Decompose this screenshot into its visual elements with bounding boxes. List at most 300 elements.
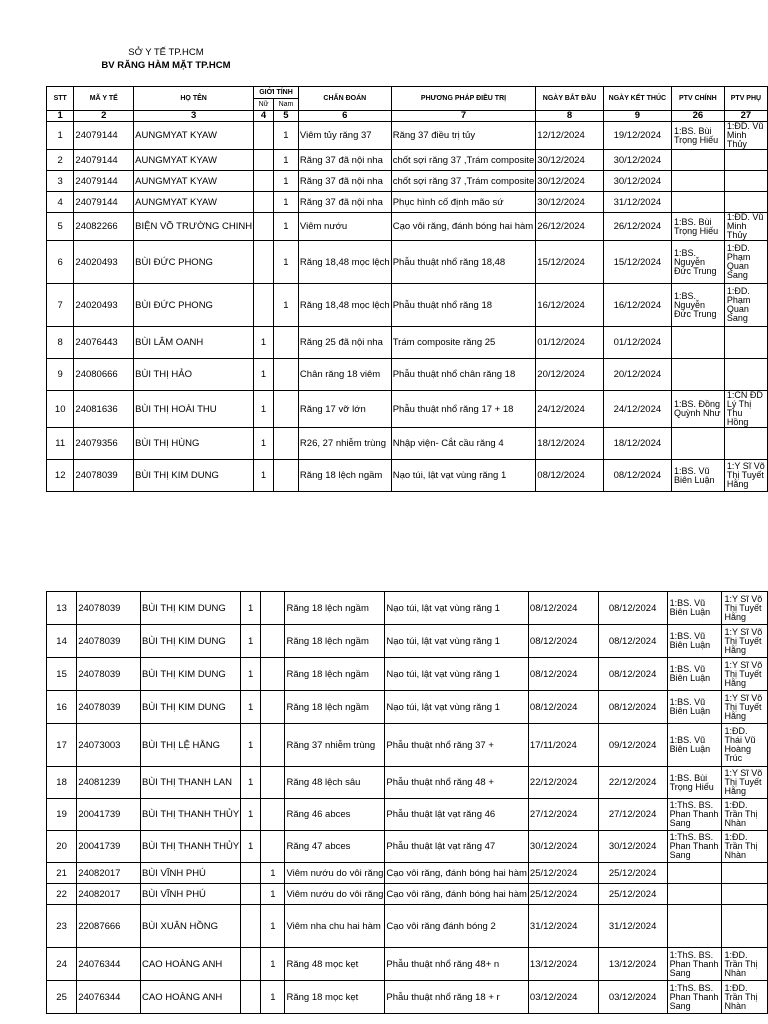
cell-nu: 1 [254,391,274,428]
cell-ptv-phu [722,905,768,948]
cell-ma-y-te: 24078039 [77,658,141,691]
cell-nam: 1 [261,905,285,948]
table-row [47,359,768,391]
cell-nu [254,122,274,150]
cell-ma-y-te: 24081239 [77,767,141,799]
cell-ngay-bat-dau: 01/12/2024 [536,327,604,359]
table-row [47,884,768,905]
cell-ptv-phu [724,150,767,171]
cell-ma-y-te: 24079144 [74,122,134,150]
cell-chan-doan: Răng 46 abces [285,799,385,831]
cell-chan-doan: Răng 25 đã nội nha [298,327,391,359]
cell-stt: 24 [47,948,77,981]
cell-ngay-ket-thuc: 31/12/2024 [598,905,667,948]
table-row [47,150,768,171]
cell-ptv-phu: 1:ĐD. Vũ Minh Thủy [724,213,767,241]
department-title: SỞ Y TẾ TP.HCM [128,47,204,58]
cell-phuong-phap: Phẫu thuật nhổ chân răng 18 [391,359,536,391]
cell-nam [261,658,285,691]
cell-nam: 1 [273,213,298,241]
cell-nu: 1 [254,428,274,460]
col-number: 1 [47,111,74,122]
col-number: 5 [273,111,298,122]
table-row [47,724,768,767]
cell-nu: 1 [254,327,274,359]
cell-ho-ten: BÙI THỊ HOÀI THU [134,391,254,428]
cell-nu: 1 [254,359,274,391]
table-row [47,658,768,691]
cell-ptv-chinh: 1:BS. Nguyễn Đức Trung [671,241,724,284]
cell-ngay-bat-dau: 18/12/2024 [536,428,604,460]
cell-phuong-phap: Nạo túi, lật vạt vùng răng 1 [385,691,529,724]
cell-ptv-chinh: 1:BS. Nguyễn Đức Trung [671,284,724,327]
table-row [47,327,768,359]
cell-ngay-bat-dau: 25/12/2024 [528,884,598,905]
cell-ptv-chinh [671,359,724,391]
cell-ptv-chinh: 1:BS. Vũ Biên Luận [667,625,722,658]
cell-nu: 1 [254,460,274,492]
cell-ngay-bat-dau: 08/12/2024 [528,625,598,658]
column-number-row [47,111,768,122]
cell-chan-doan: Răng 18 lệch ngầm [298,460,391,492]
cell-ptv-chinh: 1:BS. Vũ Biên Luận [667,724,722,767]
cell-ho-ten: BÙI XUÂN HỒNG [141,905,241,948]
cell-ptv-chinh [671,150,724,171]
cell-ptv-chinh: 1:BS. Bùi Trọng Hiếu [671,122,724,150]
cell-stt: 5 [47,213,74,241]
cell-ptv-chinh: 1:BS. Vũ Biên Luận [671,460,724,492]
cell-phuong-phap: Phẫu thuật nhổ răng 37 + [385,724,529,767]
cell-stt: 7 [47,284,74,327]
cell-nam [273,359,298,391]
cell-ho-ten: BIỆN VÕ TRƯỜNG CHINH [134,213,254,241]
cell-nam [261,767,285,799]
cell-nu [254,150,274,171]
cell-ngay-bat-dau: 26/12/2024 [536,213,604,241]
cell-stt: 16 [47,691,77,724]
cell-nam [273,428,298,460]
cell-ngay-bat-dau: 30/12/2024 [536,150,604,171]
cell-phuong-phap: Cạo vôi răng, đánh bóng hai hàm [385,863,529,884]
cell-ho-ten: AUNGMYAT KYAW [134,171,254,192]
cell-phuong-phap: Nạo túi, lật vạt vùng răng 1 [391,460,536,492]
table-row [47,460,768,492]
cell-ptv-phu [724,171,767,192]
cell-ptv-phu: 1:Y Sĩ Võ Thị Tuyết Hằng [722,625,768,658]
cell-stt: 14 [47,625,77,658]
cell-ma-y-te: 24076344 [77,981,141,1014]
cell-stt: 18 [47,767,77,799]
cell-ptv-phu [724,327,767,359]
cell-chan-doan: Viêm tủy răng 37 [298,122,391,150]
cell-chan-doan: Răng 37 đã nội nha [298,171,391,192]
cell-ptv-phu: 1:CN ĐD Lý Thị Thu Hồng [724,391,767,428]
cell-phuong-phap: Phẫu thuật nhổ răng 17 + 18 [391,391,536,428]
cell-nam [273,460,298,492]
cell-nam: 1 [261,863,285,884]
cell-chan-doan: Răng 37 nhiễm trùng [285,724,385,767]
cell-ma-y-te: 24082266 [74,213,134,241]
cell-chan-doan: Răng 37 đã nội nha [298,192,391,213]
cell-ho-ten: CAO HOÀNG ANH [141,981,241,1014]
cell-ptv-phu: 1:ĐD. Thái Vũ Hoàng Trúc [722,724,768,767]
cell-nam [261,831,285,863]
cell-ho-ten: CAO HOÀNG ANH [141,948,241,981]
cell-ngay-ket-thuc: 20/12/2024 [603,359,671,391]
cell-ma-y-te: 20041739 [77,799,141,831]
cell-ptv-phu: 1:Y Sĩ Võ Thị Tuyết Hằng [722,691,768,724]
cell-nam [261,625,285,658]
cell-phuong-phap: Phẫu thuật nhổ răng 48 + [385,767,529,799]
cell-nu: 1 [241,691,261,724]
cell-ma-y-te: 24073003 [77,724,141,767]
cell-phuong-phap: chốt sợi răng 37 ,Trám composite [391,171,536,192]
cell-ngay-bat-dau: 24/12/2024 [536,391,604,428]
cell-ma-y-te: 24079144 [74,150,134,171]
treatment-table-page-2 [46,591,768,1014]
cell-stt: 6 [47,241,74,284]
cell-ma-y-te: 22087666 [77,905,141,948]
col-number: 3 [134,111,254,122]
cell-ngay-bat-dau: 08/12/2024 [528,691,598,724]
cell-phuong-phap: Phẫu thuật nhổ răng 18 [391,284,536,327]
cell-ptv-chinh [667,863,722,884]
table-row [47,192,768,213]
cell-nu [254,241,274,284]
table-row [47,625,768,658]
table-row [47,948,768,981]
cell-phuong-phap: Răng 37 điều trị tủy [391,122,536,150]
cell-ngay-ket-thuc: 30/12/2024 [598,831,667,863]
cell-nu: 1 [241,658,261,691]
cell-phuong-phap: Nạo túi, lật vạt vùng răng 1 [385,658,529,691]
cell-ngay-bat-dau: 17/11/2024 [528,724,598,767]
cell-ngay-ket-thuc: 18/12/2024 [603,428,671,460]
cell-ho-ten: AUNGMYAT KYAW [134,122,254,150]
cell-nam [261,592,285,625]
cell-phuong-phap: Trám composite răng 25 [391,327,536,359]
cell-stt: 21 [47,863,77,884]
cell-ngay-bat-dau: 20/12/2024 [536,359,604,391]
cell-nu [241,863,261,884]
cell-ho-ten: BÙI THỊ THANH THỦY [141,799,241,831]
col-header-ngay-bat-dau: NGÀY BẮT ĐẦU [536,87,604,111]
cell-ngay-ket-thuc: 13/12/2024 [598,948,667,981]
cell-ho-ten: BÙI ĐỨC PHONG [134,284,254,327]
cell-phuong-phap: Phẫu thuật lật vạt răng 46 [385,799,529,831]
cell-nam: 1 [273,150,298,171]
col-number: 6 [298,111,391,122]
table-row [47,863,768,884]
cell-ma-y-te: 24076443 [74,327,134,359]
table-row [47,799,768,831]
cell-ptv-phu: 1:ĐD. Trần Thị Nhàn [722,799,768,831]
cell-nam: 1 [273,122,298,150]
cell-phuong-phap: Phục hình cố định mão sứ [391,192,536,213]
table-row [47,905,768,948]
cell-phuong-phap: Cạo vôi răng đánh bóng 2 [385,905,529,948]
cell-phuong-phap: Nạo túi, lật vạt vùng răng 1 [385,592,529,625]
cell-ma-y-te: 24078039 [74,460,134,492]
col-header-ptv-phu: PTV PHỤ [724,87,767,111]
cell-stt: 23 [47,905,77,948]
cell-ngay-ket-thuc: 22/12/2024 [598,767,667,799]
table-row [47,767,768,799]
table-row [47,213,768,241]
table-row [47,171,768,192]
hospital-title: BV RĂNG HÀM MẶT TP.HCM [101,60,231,71]
cell-ho-ten: AUNGMYAT KYAW [134,150,254,171]
cell-ma-y-te: 24078039 [77,592,141,625]
cell-ma-y-te: 24079356 [74,428,134,460]
cell-chan-doan: Răng 48 lệch sâu [285,767,385,799]
col-header-stt: STT [47,87,74,111]
cell-stt: 1 [47,122,74,150]
cell-ptv-chinh: 1:BS. Vũ Biên Luận [667,592,722,625]
cell-stt: 12 [47,460,74,492]
cell-ngay-ket-thuc: 25/12/2024 [598,884,667,905]
cell-ptv-phu: 1:ĐD. Vũ Minh Thủy [724,122,767,150]
cell-ho-ten: BÙI VĨNH PHÚ [141,863,241,884]
cell-nu: 1 [241,592,261,625]
cell-ptv-chinh [671,428,724,460]
cell-ptv-phu: 1:ĐD. Phạm Quan Sang [724,284,767,327]
cell-nu: 1 [241,831,261,863]
cell-stt: 9 [47,359,74,391]
cell-stt: 22 [47,884,77,905]
cell-nam [261,799,285,831]
cell-stt: 10 [47,391,74,428]
cell-ptv-phu: 1:ĐD. Trần Thị Nhàn [722,948,768,981]
cell-ngay-ket-thuc: 30/12/2024 [603,150,671,171]
cell-ngay-ket-thuc: 30/12/2024 [603,171,671,192]
cell-ho-ten: BÙI THỊ THANH LAN [141,767,241,799]
cell-nu [254,213,274,241]
cell-ho-ten: BÙI ĐỨC PHONG [134,241,254,284]
cell-chan-doan: Viêm nướu [298,213,391,241]
cell-ho-ten: BÙI THỊ KIM DUNG [141,625,241,658]
col-header-nam: Nam [273,99,298,111]
cell-ngay-bat-dau: 16/12/2024 [536,284,604,327]
cell-phuong-phap: Nạo túi, lật vạt vùng răng 1 [385,625,529,658]
cell-stt: 2 [47,150,74,171]
col-header-gioi-tinh: GIỚI TÍNH [254,87,299,99]
cell-phuong-phap: Phẫu thuật lật vạt răng 47 [385,831,529,863]
cell-nam: 1 [261,981,285,1014]
cell-ma-y-te: 24079144 [74,171,134,192]
cell-ngay-ket-thuc: 08/12/2024 [598,625,667,658]
cell-nam: 1 [273,284,298,327]
cell-nu [254,284,274,327]
cell-ptv-chinh [671,192,724,213]
cell-ptv-phu: 1:Y Sĩ Võ Thị Tuyết Hằng [724,460,767,492]
cell-stt: 3 [47,171,74,192]
cell-nam [273,391,298,428]
table-row [47,981,768,1014]
cell-ma-y-te: 24078039 [77,625,141,658]
col-number: 27 [724,111,767,122]
cell-nam: 1 [261,884,285,905]
cell-ngay-bat-dau: 27/12/2024 [528,799,598,831]
cell-ptv-chinh: 1:ThS. BS. Phan Thanh Sang [667,981,722,1014]
cell-stt: 19 [47,799,77,831]
cell-nu [254,171,274,192]
cell-chan-doan: Viêm nướu do vôi răng [285,863,385,884]
table-header [47,87,768,122]
cell-ngay-ket-thuc: 31/12/2024 [603,192,671,213]
cell-ptv-phu [722,863,768,884]
cell-chan-doan: R26, 27 nhiễm trùng [298,428,391,460]
cell-ptv-chinh: 1:ThS. BS. Phan Thanh Sang [667,831,722,863]
col-number: 7 [391,111,536,122]
cell-stt: 17 [47,724,77,767]
cell-phuong-phap: Phẫu thuật nhổ răng 48+ n [385,948,529,981]
cell-nu: 1 [241,799,261,831]
cell-ptv-phu: 1:ĐD. Phạm Quan Sang [724,241,767,284]
cell-chan-doan: Răng 47 abces [285,831,385,863]
table-body [47,592,768,1014]
cell-ptv-chinh [671,171,724,192]
cell-stt: 4 [47,192,74,213]
cell-chan-doan: Răng 18,48 mọc lệch [298,241,391,284]
cell-phuong-phap: Phẫu thuật nhổ răng 18,48 [391,241,536,284]
cell-stt: 20 [47,831,77,863]
cell-ngay-bat-dau: 08/12/2024 [536,460,604,492]
cell-ngay-ket-thuc: 27/12/2024 [598,799,667,831]
cell-chan-doan: Viêm nướu do vôi răng [285,884,385,905]
cell-ho-ten: BÙI THỊ KIM DUNG [134,460,254,492]
cell-phuong-phap: Cạo vôi răng, đánh bóng hai hàm [385,884,529,905]
cell-nam [261,691,285,724]
cell-ngay-ket-thuc: 08/12/2024 [598,691,667,724]
cell-nu: 1 [241,625,261,658]
cell-nu [241,905,261,948]
cell-nu [241,884,261,905]
cell-ptv-phu: 1:ĐD. Trần Thị Nhàn [722,831,768,863]
cell-ptv-chinh: 1:ThS. BS. Phan Thanh Sang [667,799,722,831]
cell-ma-y-te: 24082017 [77,863,141,884]
cell-chan-doan: Răng 48 mọc kẹt [285,948,385,981]
cell-nu: 1 [241,724,261,767]
cell-nam: 1 [273,241,298,284]
cell-nam: 1 [261,948,285,981]
cell-chan-doan: Răng 18 lệch ngầm [285,625,385,658]
cell-ngay-bat-dau: 22/12/2024 [528,767,598,799]
table-row [47,428,768,460]
cell-ho-ten: BÙI THỊ KIM DUNG [141,592,241,625]
cell-ngay-ket-thuc: 08/12/2024 [598,658,667,691]
cell-nu [254,192,274,213]
cell-chan-doan: Răng 18 lệch ngầm [285,592,385,625]
table-row [47,592,768,625]
cell-ptv-chinh [671,327,724,359]
cell-ptv-chinh [667,884,722,905]
cell-ptv-chinh [667,905,722,948]
cell-phuong-phap: chốt sợi răng 37 ,Trám composite [391,150,536,171]
cell-ngay-bat-dau: 25/12/2024 [528,863,598,884]
cell-nam: 1 [273,171,298,192]
cell-nam [273,327,298,359]
cell-ma-y-te: 24081636 [74,391,134,428]
cell-ngay-bat-dau: 03/12/2024 [528,981,598,1014]
col-header-nu: Nữ [254,99,274,111]
cell-chan-doan: Răng 37 đã nội nha [298,150,391,171]
cell-ptv-chinh: 1:BS. Bùi Trọng Hiếu [667,767,722,799]
cell-ptv-phu: 1:ĐD. Trần Thị Nhàn [722,981,768,1014]
col-header-ho-ten: HỌ TÊN [134,87,254,111]
cell-ptv-phu [724,192,767,213]
col-header-chan-doan: CHẨN ĐOÁN [298,87,391,111]
cell-ho-ten: BÙI THỊ THANH THỦY [141,831,241,863]
cell-phuong-phap: Nhập viện- Cắt cầu răng 4 [391,428,536,460]
cell-ma-y-te: 24020493 [74,241,134,284]
cell-ptv-chinh: 1:ThS. BS. Phan Thanh Sang [667,948,722,981]
cell-ma-y-te: 24076344 [77,948,141,981]
cell-chan-doan: Răng 18,48 mọc lệch [298,284,391,327]
cell-ho-ten: AUNGMYAT KYAW [134,192,254,213]
cell-ptv-phu: 1:Y Sĩ Võ Thị Tuyết Hằng [722,592,768,625]
cell-ngay-bat-dau: 08/12/2024 [528,658,598,691]
cell-ngay-ket-thuc: 08/12/2024 [603,460,671,492]
cell-nam [261,724,285,767]
cell-ptv-phu [724,428,767,460]
cell-ma-y-te: 24080666 [74,359,134,391]
cell-ho-ten: BÙI VĨNH PHÚ [141,884,241,905]
cell-stt: 8 [47,327,74,359]
cell-stt: 11 [47,428,74,460]
cell-ma-y-te: 24020493 [74,284,134,327]
cell-ho-ten: BÙI THỊ HẢO [134,359,254,391]
table-row [47,241,768,284]
cell-chan-doan: Viêm nha chu hai hàm [285,905,385,948]
col-header-ma-y-te: MÃ Y TẾ [74,87,134,111]
col-number: 2 [74,111,134,122]
cell-ho-ten: BÙI LÂM OANH [134,327,254,359]
cell-phuong-phap: Cạo vôi răng, đánh bóng hai hàm [391,213,536,241]
cell-ptv-phu: 1:Y Sĩ Võ Thị Tuyết Hằng [722,767,768,799]
cell-ngay-ket-thuc: 25/12/2024 [598,863,667,884]
cell-ptv-chinh: 1:BS. Vũ Biên Luận [667,691,722,724]
cell-ptv-phu [722,884,768,905]
cell-ngay-bat-dau: 12/12/2024 [536,122,604,150]
cell-ngay-ket-thuc: 09/12/2024 [598,724,667,767]
cell-nu [241,948,261,981]
cell-ho-ten: BÙI THỊ LỆ HẰNG [141,724,241,767]
table-row [47,391,768,428]
cell-chan-doan: Răng 18 lệch ngầm [285,691,385,724]
cell-ma-y-te: 24082017 [77,884,141,905]
table-row [47,831,768,863]
cell-ngay-ket-thuc: 01/12/2024 [603,327,671,359]
cell-nam: 1 [273,192,298,213]
treatment-table-page-1 [46,86,768,492]
cell-stt: 25 [47,981,77,1014]
cell-chan-doan: Răng 17 vỡ lớn [298,391,391,428]
col-header-ptv-chinh: PTV CHÍNH [671,87,724,111]
col-header-phuong-phap: PHƯƠNG PHÁP ĐIỀU TRỊ [391,87,536,111]
cell-stt: 13 [47,592,77,625]
cell-ngay-bat-dau: 30/12/2024 [536,192,604,213]
col-number: 26 [671,111,724,122]
cell-ngay-ket-thuc: 24/12/2024 [603,391,671,428]
cell-ma-y-te: 20041739 [77,831,141,863]
cell-chan-doan: Răng 18 mọc kẹt [285,981,385,1014]
cell-ngay-ket-thuc: 08/12/2024 [598,592,667,625]
cell-ho-ten: BÙI THỊ HÙNG [134,428,254,460]
col-number: 9 [603,111,671,122]
cell-stt: 15 [47,658,77,691]
cell-ptv-chinh: 1:BS. Bùi Trọng Hiếu [671,213,724,241]
